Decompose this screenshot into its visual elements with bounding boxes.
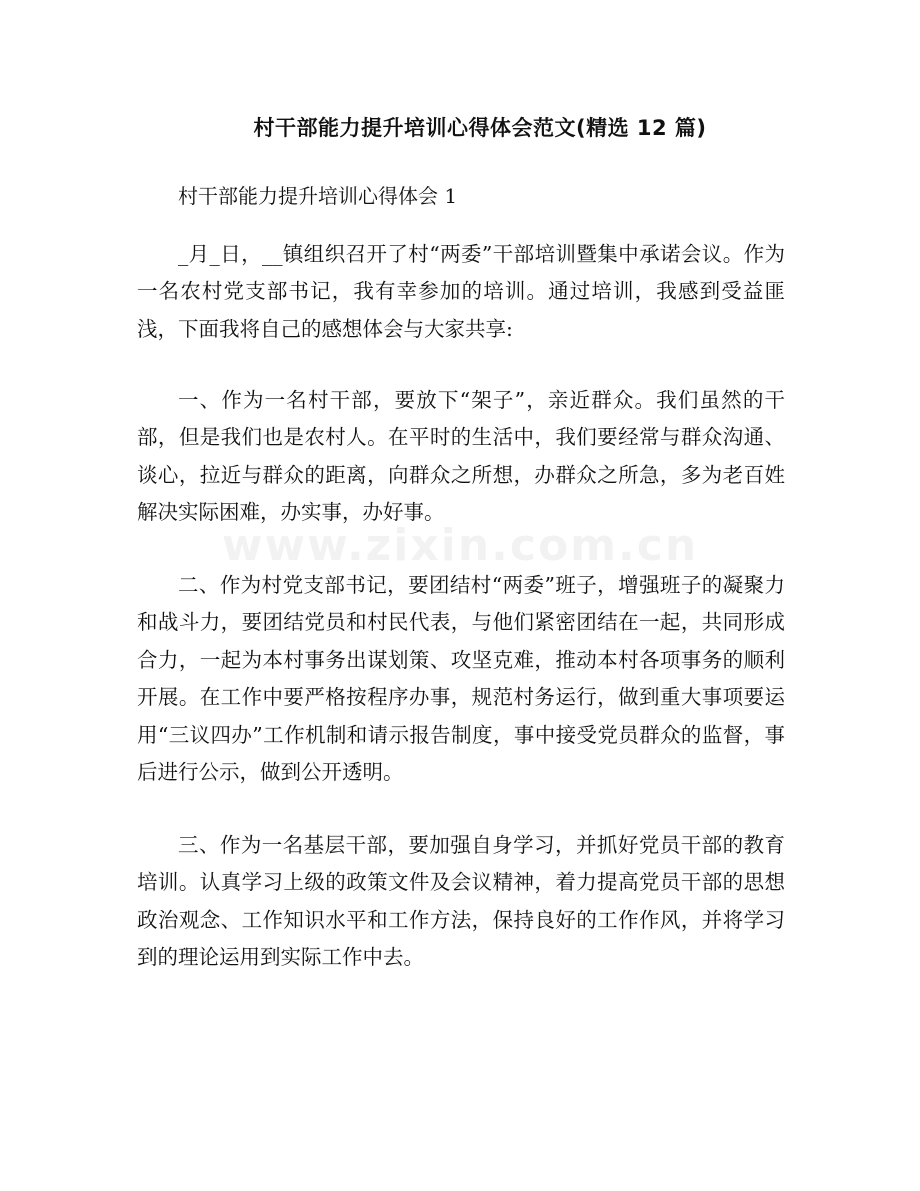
paragraph-2: 一、作为一名村干部，要放下“架子”，亲近群众。我们虽然的干部，但是我们也是农村人。在平时的生活中，我们要经常与群众沟通、谈心，拉近与群众的距离，向群众之所想，办群众之所急，多为老百姓解决实际困难，办实事，办好事。 <box>137 388 785 525</box>
watermark: www.zixin.com.cn <box>221 520 699 571</box>
document-title: 村干部能力提升培训心得体会范文(精选 12 篇) <box>253 116 707 140</box>
paragraph-3: 二、作为村党支部书记，要团结村“两委”班子，增强班子的凝聚力和战斗力，要团结党员和村民代表，与他们紧密团结在一起，共同形成合力，一起为本村事务出谋划策、攻坚克难，推动本村各项事务的顺利开展。在工作中要严格按程序办事，规范村务运行，做到重大事项要运用“三议四办”工作机制和请示报告制度，事中接受党员群众的监督，事后进行公示，做到公开透明。 <box>137 573 785 785</box>
paragraph-1: _月_日，__镇组织召开了村“两委”干部培训暨集中承诺会议。作为一名农村党支部书记，我有幸参加的培训。通过培训，我感到受益匪浅，下面我将自己的感想体会与大家共享: <box>137 242 785 341</box>
section-heading: 村干部能力提升培训心得体会 1 <box>178 184 458 208</box>
paragraph-4: 三、作为一名基层干部，要加强自身学习，并抓好党员干部的教育培训。认真学习上级的政策文件及会议精神，着力提高党员干部的思想政治观念、工作知识水平和工作方法，保持良好的工作作风，并将学习到的理论运用到实际工作中去。 <box>137 833 785 970</box>
